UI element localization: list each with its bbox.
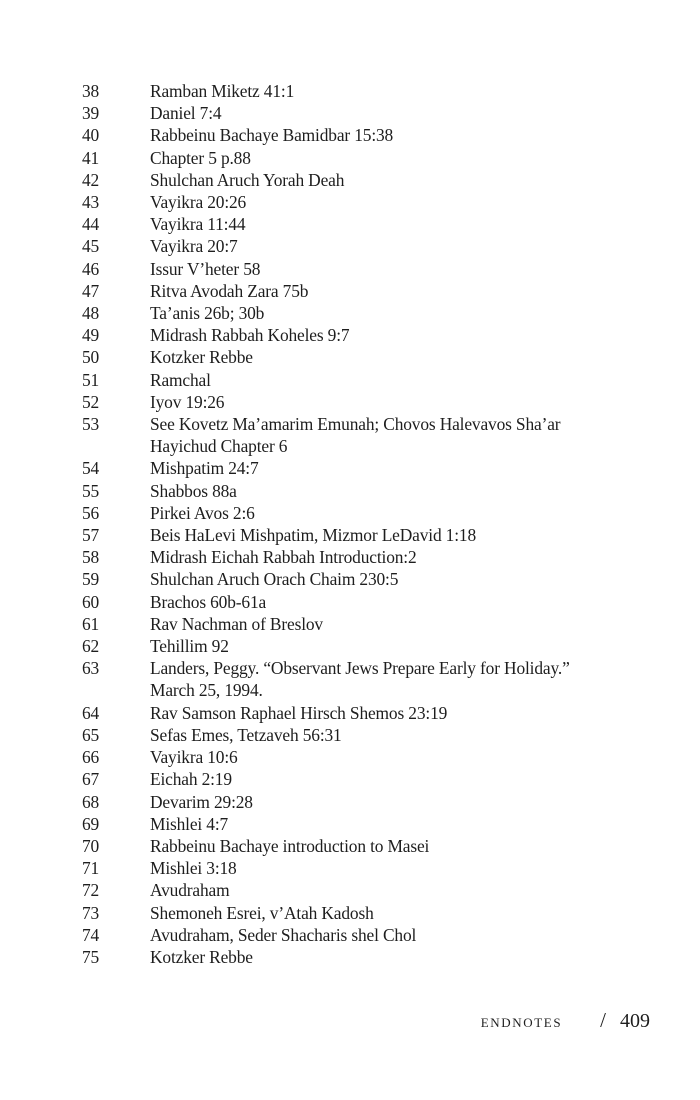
endnote-text: Avudraham, Seder Shacharis shel Chol (150, 924, 417, 945)
endnote-item (82, 524, 642, 546)
endnote-item (82, 213, 642, 235)
endnote-number: 52 (82, 391, 100, 412)
endnote-item (82, 813, 642, 835)
endnote-text: Chapter 5 p.88 (150, 147, 251, 168)
endnote-item (82, 147, 642, 169)
endnote-number: 54 (82, 458, 100, 479)
endnote-number: 43 (82, 192, 100, 213)
endnote-item (82, 80, 642, 102)
endnote-text: Devarim 29:28 (150, 791, 253, 812)
endnote-number: 38 (82, 81, 100, 101)
endnote-text: Mishpatim 24:7 (150, 458, 259, 479)
endnote-number: 65 (82, 724, 100, 745)
endnote-text: Vayikra 20:7 (150, 236, 238, 257)
endnote-text: Rav Nachman of Breslov (150, 613, 323, 634)
endnote-text: Shulchan Aruch Orach Chaim 230:5 (150, 569, 399, 590)
endnote-item (82, 924, 642, 946)
endnote-item (82, 258, 642, 280)
endnote-text: Sefas Emes, Tetzaveh 56:31 (150, 724, 342, 745)
endnote-text: Brachos 60b-61a (150, 591, 267, 612)
endnote-item (82, 724, 642, 746)
endnote-item (82, 346, 642, 368)
endnote-text: Vayikra 20:26 (150, 192, 247, 213)
endnote-text: Kotzker Rebbe (150, 946, 253, 967)
endnote-text: Ramban Miketz 41:1 (150, 81, 295, 101)
endnote-item (82, 546, 642, 568)
endnote-item (82, 746, 642, 768)
endnote-item (82, 235, 642, 257)
endnote-item (82, 879, 642, 901)
endnote-item (82, 857, 642, 879)
endnote-item (82, 102, 642, 124)
endnote-text: Issur V’heter 58 (150, 258, 261, 279)
endnote-item (82, 591, 642, 613)
endnote-text: Vayikra 11:44 (150, 214, 246, 235)
endnote-number: 51 (82, 369, 100, 390)
endnote-text: Vayikra 10:6 (150, 747, 238, 768)
endnote-number: 69 (82, 813, 100, 834)
endnote-item (82, 502, 642, 524)
endnote-number: 60 (82, 591, 100, 612)
endnote-text: Shemoneh Esrei, v’Atah Kadosh (150, 902, 374, 923)
endnote-text: Pirkei Avos 2:6 (150, 502, 255, 523)
endnote-number: 41 (82, 147, 100, 168)
page-number: 409 (620, 1010, 650, 1032)
endnote-item (82, 835, 642, 857)
endnote-number: 58 (82, 547, 100, 568)
endnote-text: Shulchan Aruch Yorah Deah (150, 169, 345, 190)
endnote-number: 45 (82, 236, 100, 257)
endnote-number: 48 (82, 303, 100, 324)
endnote-number: 59 (82, 569, 100, 590)
endnote-number: 73 (82, 902, 100, 923)
endnote-number: 40 (82, 125, 100, 146)
endnote-number: 64 (82, 702, 100, 723)
endnote-number: 61 (82, 613, 100, 634)
endnote-text: Landers, Peggy. “Observant Jews Prepare Early for Holiday.” March 25, 1994. (150, 658, 570, 701)
endnote-item (82, 124, 642, 146)
endnote-item (82, 191, 642, 213)
endnote-text: Midrash Rabbah Koheles 9:7 (150, 325, 350, 346)
endnote-item (82, 657, 642, 701)
endnote-number: 56 (82, 502, 100, 523)
endnote-text: Iyov 19:26 (150, 391, 225, 412)
endnote-item (82, 946, 642, 968)
endnote-number: 75 (82, 946, 100, 967)
endnote-text: Tehillim 92 (150, 636, 229, 657)
endnote-number: 62 (82, 636, 100, 657)
endnote-text: See Kovetz Ma’amarim Emunah; Chovos Halevavos Sha’ar Hayichud Chapter 6 (150, 414, 561, 457)
endnote-text: Midrash Eichah Rabbah Introduction:2 (150, 547, 417, 568)
endnote-item (82, 791, 642, 813)
endnote-number: 66 (82, 747, 100, 768)
endnote-number: 63 (82, 658, 100, 679)
endnote-item (82, 457, 642, 479)
footer-separator: / (600, 1008, 606, 1032)
endnote-text: Mishlei 3:18 (150, 858, 237, 879)
endnote-text: Daniel 7:4 (150, 103, 222, 124)
endnote-number: 46 (82, 258, 100, 279)
endnote-text: Ritva Avodah Zara 75b (150, 280, 309, 301)
endnote-number: 47 (82, 280, 100, 301)
endnote-number: 67 (82, 769, 100, 790)
endnotes-list (82, 80, 642, 968)
endnote-text: Kotzker Rebbe (150, 347, 253, 368)
endnote-item (82, 702, 642, 724)
endnote-item (82, 613, 642, 635)
endnote-number: 74 (82, 924, 100, 945)
endnote-item (82, 768, 642, 790)
endnote-number: 53 (82, 414, 100, 435)
endnote-number: 50 (82, 347, 100, 368)
endnote-number: 71 (82, 858, 100, 879)
endnote-text: Beis HaLevi Mishpatim, Mizmor LeDavid 1:18 (150, 525, 476, 546)
endnote-text: Rabbeinu Bachaye Bamidbar 15:38 (150, 125, 394, 146)
running-head: endnotes (480, 1011, 563, 1032)
endnote-item (82, 324, 642, 346)
endnote-number: 70 (82, 835, 100, 856)
page-footer (481, 1008, 650, 1033)
endnote-item (82, 568, 642, 590)
endnote-text: Mishlei 4:7 (150, 813, 229, 834)
endnote-text: Rabbeinu Bachaye introduction to Masei (150, 835, 430, 856)
endnote-number: 72 (82, 880, 100, 901)
endnote-text: Avudraham (150, 880, 230, 901)
endnote-item (82, 635, 642, 657)
endnote-text: Ta’anis 26b; 30b (150, 303, 265, 324)
endnote-number: 49 (82, 325, 100, 346)
endnote-number: 55 (82, 480, 100, 501)
endnote-number: 57 (82, 525, 100, 546)
endnote-text: Eichah 2:19 (150, 769, 232, 790)
endnote-number: 68 (82, 791, 100, 812)
endnote-text: Rav Samson Raphael Hirsch Shemos 23:19 (150, 702, 448, 723)
endnote-text: Shabbos 88a (150, 480, 237, 501)
endnote-item (82, 480, 642, 502)
endnote-item (82, 413, 642, 457)
endnote-text: Ramchal (150, 369, 211, 390)
endnote-item (82, 902, 642, 924)
endnote-item (82, 391, 642, 413)
endnote-item (82, 302, 642, 324)
endnote-number: 39 (82, 103, 100, 124)
endnote-number: 42 (82, 169, 100, 190)
endnote-item (82, 169, 642, 191)
endnote-item (82, 369, 642, 391)
endnote-item (82, 280, 642, 302)
endnote-number: 44 (82, 214, 100, 235)
